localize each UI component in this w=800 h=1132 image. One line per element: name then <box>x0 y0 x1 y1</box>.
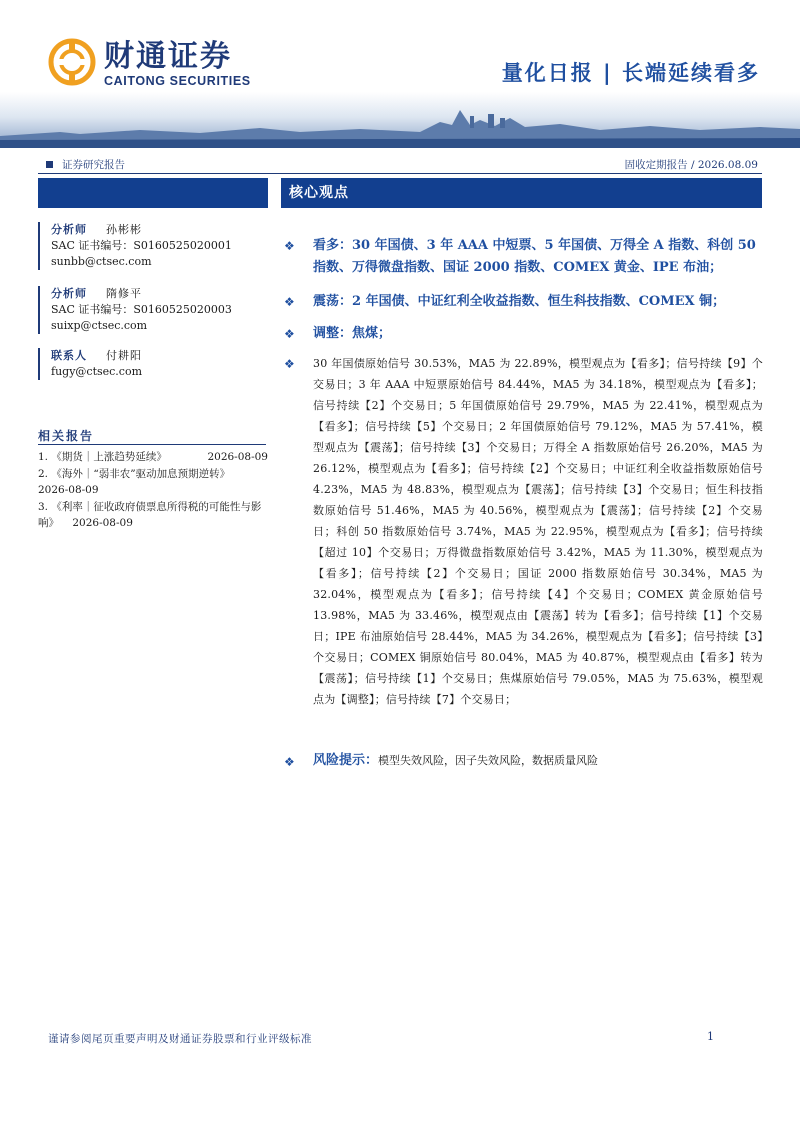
header-divider <box>38 173 762 174</box>
analyst-name: 孙彬彬 <box>106 223 142 236</box>
report-category <box>46 157 125 172</box>
related-reports-divider <box>38 444 266 445</box>
contact-role: 联系人 <box>51 349 87 362</box>
diamond-bullet-icon: ❖ <box>284 295 295 309</box>
signal-detail-paragraph: 30 年国债原始信号 30.53%，MA5 为 22.89%，模型观点为【看多】；信号持续【9】个交易日；3 年 AAA 中短票原始信号 84.44%，MA5 为 34.18%，模型观点为【看多】；信号持续【2】个交易日；5 年国债原始信号 29.79%，MA5 为 22.41%，模型观点为【看多】；信号持续【5】个交易日；2 年国债原始信号 79.12%，MA5 为 57.41%，模型观点为【震荡】；信号持续【3】个交易日；万得全 A 指数原始信号 26.20%，MA5 为 26.12%，模型观点为【看多】；信号持续【2】个交易日；中证红利全收益指数原始信号 4.23%，MA5 为 48.83%，模型观点为【震荡】；信号持续【3】个交易日；恒生科技指数原始信号 51.46%，MA5 为 40.56%，模型观点为【震荡】；信号持续【2】个交易日；科创 50 指数原始信号 3.74%，MA5 为 22.95%，模型观点为【看多】；信号持续【超过 10】个交易日；万得微盘指数原始信号 3.42%，MA5 为 11.30%，模型观点为【看多】；信号持续【2】个交易日；国证 2000 指数原始信号 30.34%，MA5 为 32.04%，模型观点为【看多】；信号持续【4】个交易日；COMEX 黄金原始信号 13.98%，MA5 为 33.46%，模型观点由【震荡】转为【看多】；信号持续【1】个交易日；IPE 布油原始信号 28.44%，MA5 为 34.26%，模型观点为【看多】；信号持续【3】个交易日；COMEX 铜原始信号 80.04%，MA5 为 40.87%，模型观点由【看多】转为【震荡】；信号持续【1】个交易日；焦煤原始信号 79.05%，MA5 为 75.63%，模型观点为【调整】；信号持续【7】个交易日； <box>313 357 763 706</box>
related-reports-list <box>38 449 268 532</box>
bullish-summary: 看多：30 年国债、3 年 AAA 中短票、5 年国债、万得全 A 指数、科创 50 指数、万得微盘指数、国证 2000 指数、COMEX 黄金、IPE 布油； <box>313 238 756 275</box>
square-bullet-icon <box>46 161 53 168</box>
report-title: 量化日报 | 长端延续看多 <box>501 61 760 85</box>
left-column-header-bar <box>38 178 268 208</box>
related-report-date: 2026-08-09 <box>38 484 99 496</box>
core-view-title: 核心观点 <box>281 178 762 208</box>
neutral-summary: 震荡：2 年国债、中证红利全收益指数、恒生科技指数、COMEX 铜； <box>313 294 726 309</box>
footer-disclaimer: 谨请参阅尾页重要声明及财通证券股票和行业评级标准 <box>48 1033 312 1045</box>
report-category-label: 证券研究报告 <box>62 159 125 171</box>
analyst-sac: SAC 证书编号：S0160525020003 <box>51 303 232 316</box>
brand-name-cn: 财通证券 <box>104 39 232 74</box>
brand-name-en: CAITONG SECURITIES <box>104 74 251 88</box>
company-logo-icon <box>48 38 96 86</box>
analyst-card <box>38 286 281 334</box>
risk-text: 模型失效风险，因子失效风险，数据质量风险 <box>378 754 599 767</box>
page-number: 1 <box>707 1030 714 1043</box>
related-reports-title: 相关报告 <box>38 429 95 443</box>
risk-warning <box>313 751 598 771</box>
analyst-role: 分析师 <box>51 287 87 300</box>
city-skyline-banner <box>0 92 800 148</box>
diamond-bullet-icon: ❖ <box>284 327 295 341</box>
related-report-item[interactable] <box>38 466 268 498</box>
analyst-email: sunbb@ctsec.com <box>51 255 152 268</box>
related-report-item[interactable] <box>38 449 268 465</box>
analyst-email: suixp@ctsec.com <box>51 319 148 332</box>
diamond-bullet-icon: ❖ <box>284 239 295 253</box>
contact-card <box>38 348 281 380</box>
adjust-summary: 调整：焦煤； <box>313 326 392 341</box>
analyst-role: 分析师 <box>51 223 87 236</box>
related-report-title: 2. 《海外｜“弱非农”驱动加息预期逆转》 <box>38 468 231 480</box>
related-report-date: 2026-08-09 <box>72 517 133 529</box>
risk-label: 风险提示： <box>313 753 379 768</box>
diamond-bullet-icon: ❖ <box>284 357 295 371</box>
analyst-card <box>38 222 281 270</box>
related-report-item[interactable] <box>38 499 268 531</box>
related-report-date: 2026-08-09 <box>207 451 268 463</box>
contact-email: fugy@ctsec.com <box>51 365 143 378</box>
related-report-title: 3. 《利率｜征收政府债票息所得税的可能性与影响》 <box>38 501 262 529</box>
contact-name: 付耕阳 <box>106 349 142 362</box>
report-type-date: 固收定期报告 / 2026.08.09 <box>624 159 758 171</box>
analyst-sac: SAC 证书编号：S0160525020001 <box>51 239 232 252</box>
analyst-name: 隋修平 <box>106 287 142 300</box>
related-report-title: 1. 《期货｜上涨趋势延续》 <box>38 451 167 463</box>
diamond-bullet-icon: ❖ <box>284 755 295 769</box>
